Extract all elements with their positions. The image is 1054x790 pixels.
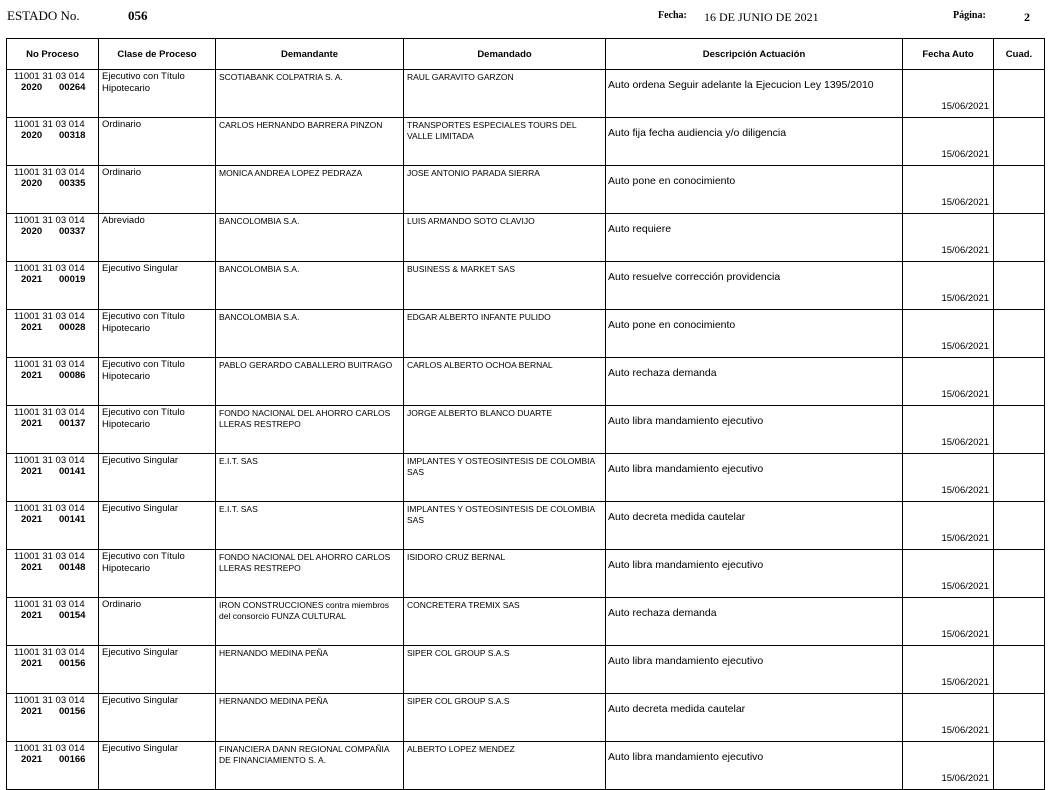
table-row bbox=[7, 454, 1045, 502]
proceso-number: 00148 bbox=[59, 562, 86, 573]
clase-cell: Ordinario bbox=[99, 118, 216, 166]
table-row bbox=[7, 406, 1045, 454]
clase-cell: Ejecutivo Singular bbox=[99, 502, 216, 550]
fecha-auto-cell bbox=[903, 118, 994, 166]
proceso-year: 2020 bbox=[21, 178, 43, 189]
demandado-cell: IMPLANTES Y OSTEOSINTESIS DE COLOMBIA SAS bbox=[404, 454, 606, 502]
fecha-auto-value: 15/06/2021 bbox=[941, 725, 989, 736]
proceso-year: 2021 bbox=[21, 466, 43, 477]
proceso-code: 11001 31 03 014 bbox=[14, 695, 85, 706]
fecha-auto-cell bbox=[903, 598, 994, 646]
fecha-auto-cell bbox=[903, 550, 994, 598]
proceso-code: 11001 31 03 014 bbox=[14, 215, 85, 226]
pagina-value: 2 bbox=[1024, 10, 1030, 24]
descripcion-cell: Auto libra mandamiento ejecutivo bbox=[606, 646, 903, 694]
proceso-code: 11001 31 03 014 bbox=[14, 503, 85, 514]
clase-cell: Ordinario bbox=[99, 598, 216, 646]
cuad-cell bbox=[994, 70, 1045, 118]
fecha-label: Fecha: bbox=[658, 10, 687, 21]
proceso-year: 2020 bbox=[21, 82, 43, 93]
descripcion-cell: Auto libra mandamiento ejecutivo bbox=[606, 406, 903, 454]
table-row bbox=[7, 166, 1045, 214]
fecha-auto-value: 15/06/2021 bbox=[941, 293, 989, 304]
proceso-code: 11001 31 03 014 bbox=[14, 167, 85, 178]
proceso-year: 2021 bbox=[21, 562, 43, 573]
proceso-number: 00156 bbox=[59, 706, 86, 717]
clase-cell: Ejecutivo con Título Hipotecario bbox=[99, 310, 216, 358]
cuad-cell bbox=[994, 262, 1045, 310]
clase-cell: Ordinario bbox=[99, 166, 216, 214]
demandante-cell: BANCOLOMBIA S.A. bbox=[216, 214, 404, 262]
proceso-number: 00318 bbox=[59, 130, 86, 141]
proceso-cell bbox=[7, 70, 99, 118]
proceso-number: 00086 bbox=[59, 370, 86, 381]
cuad-cell bbox=[994, 742, 1045, 790]
demandante-cell: MONICA ANDREA LOPEZ PEDRAZA bbox=[216, 166, 404, 214]
demandado-cell: CONCRETERA TREMIX SAS bbox=[404, 598, 606, 646]
proceso-year: 2021 bbox=[21, 274, 43, 285]
proceso-number: 00028 bbox=[59, 322, 86, 333]
fecha-value: 16 DE JUNIO DE 2021 bbox=[704, 10, 819, 24]
proceso-cell bbox=[7, 214, 99, 262]
fecha-auto-cell bbox=[903, 166, 994, 214]
proceso-year: 2020 bbox=[21, 130, 43, 141]
fecha-auto-value: 15/06/2021 bbox=[941, 629, 989, 640]
clase-cell: Ejecutivo Singular bbox=[99, 646, 216, 694]
proceso-cell bbox=[7, 502, 99, 550]
descripcion-cell: Auto decreta medida cautelar bbox=[606, 502, 903, 550]
pagina-label: Página: bbox=[953, 10, 986, 21]
fecha-auto-value: 15/06/2021 bbox=[941, 245, 989, 256]
table-row bbox=[7, 310, 1045, 358]
proceso-code: 11001 31 03 014 bbox=[14, 407, 85, 418]
proceso-code: 11001 31 03 014 bbox=[14, 647, 85, 658]
demandado-cell: TRANSPORTES ESPECIALES TOURS DEL VALLE LIMITADA bbox=[404, 118, 606, 166]
demandado-cell: JOSE ANTONIO PARADA SIERRA bbox=[404, 166, 606, 214]
cuad-cell bbox=[994, 646, 1045, 694]
demandado-cell: IMPLANTES Y OSTEOSINTESIS DE COLOMBIA SAS bbox=[404, 502, 606, 550]
table-row bbox=[7, 694, 1045, 742]
clase-cell: Ejecutivo con Título Hipotecario bbox=[99, 406, 216, 454]
clase-cell: Ejecutivo con Título Hipotecario bbox=[99, 70, 216, 118]
proceso-number: 00141 bbox=[59, 466, 86, 477]
clase-cell: Abreviado bbox=[99, 214, 216, 262]
col-fecha-auto: Fecha Auto bbox=[903, 39, 994, 70]
demandado-cell: ALBERTO LOPEZ MENDEZ bbox=[404, 742, 606, 790]
proceso-code: 11001 31 03 014 bbox=[14, 599, 85, 610]
descripcion-cell: Auto fija fecha audiencia y/o diligencia bbox=[606, 118, 903, 166]
proceso-number: 00137 bbox=[59, 418, 86, 429]
fecha-auto-cell bbox=[903, 262, 994, 310]
proceso-year: 2021 bbox=[21, 610, 43, 621]
fecha-auto-cell bbox=[903, 502, 994, 550]
descripcion-cell: Auto pone en conocimiento bbox=[606, 310, 903, 358]
fecha-auto-cell bbox=[903, 694, 994, 742]
fecha-auto-value: 15/06/2021 bbox=[941, 437, 989, 448]
cuad-cell bbox=[994, 550, 1045, 598]
fecha-auto-cell bbox=[903, 454, 994, 502]
cuad-cell bbox=[994, 166, 1045, 214]
fecha-auto-value: 15/06/2021 bbox=[941, 485, 989, 496]
proceso-cell bbox=[7, 550, 99, 598]
cuad-cell bbox=[994, 502, 1045, 550]
proceso-cell bbox=[7, 358, 99, 406]
descripcion-cell: Auto requiere bbox=[606, 214, 903, 262]
estado-label: ESTADO No. bbox=[7, 8, 80, 23]
cuad-cell bbox=[994, 358, 1045, 406]
table-row bbox=[7, 214, 1045, 262]
demandante-cell: IRON CONSTRUCCIONES contra miembros del consorcio FUNZA CULTURAL bbox=[216, 598, 404, 646]
fecha-auto-value: 15/06/2021 bbox=[941, 581, 989, 592]
table-header-row bbox=[7, 39, 1045, 70]
cuad-cell bbox=[994, 454, 1045, 502]
cuad-cell bbox=[994, 598, 1045, 646]
fecha-auto-value: 15/06/2021 bbox=[941, 197, 989, 208]
descripcion-cell: Auto rechaza demanda bbox=[606, 598, 903, 646]
cuad-cell bbox=[994, 214, 1045, 262]
proceso-number: 00337 bbox=[59, 226, 86, 237]
table-row bbox=[7, 358, 1045, 406]
proceso-number: 00264 bbox=[59, 82, 86, 93]
proceso-year: 2021 bbox=[21, 754, 43, 765]
demandado-cell: LUIS ARMANDO SOTO CLAVIJO bbox=[404, 214, 606, 262]
proceso-cell bbox=[7, 262, 99, 310]
fecha-auto-cell bbox=[903, 406, 994, 454]
proceso-cell bbox=[7, 118, 99, 166]
proceso-year: 2020 bbox=[21, 226, 43, 237]
fecha-auto-value: 15/06/2021 bbox=[941, 533, 989, 544]
demandado-cell: BUSINESS & MARKET SAS bbox=[404, 262, 606, 310]
proceso-number: 00335 bbox=[59, 178, 86, 189]
cuad-cell bbox=[994, 406, 1045, 454]
demandado-cell: SIPER COL GROUP S.A.S bbox=[404, 694, 606, 742]
demandante-cell: FINANCIERA DANN REGIONAL COMPAÑIA DE FINANCIAMIENTO S. A. bbox=[216, 742, 404, 790]
fecha-auto-cell bbox=[903, 646, 994, 694]
proceso-cell bbox=[7, 406, 99, 454]
demandante-cell: HERNANDO MEDINA PEÑA bbox=[216, 646, 404, 694]
proceso-year: 2021 bbox=[21, 706, 43, 717]
proceso-code: 11001 31 03 014 bbox=[14, 743, 85, 754]
table-row bbox=[7, 742, 1045, 790]
table-row bbox=[7, 262, 1045, 310]
demandante-cell: CARLOS HERNANDO BARRERA PINZON bbox=[216, 118, 404, 166]
cuad-cell bbox=[994, 694, 1045, 742]
col-descripcion: Descripción Actuación bbox=[606, 39, 903, 70]
demandante-cell: E.I.T. SAS bbox=[216, 454, 404, 502]
demandante-cell: FONDO NACIONAL DEL AHORRO CARLOS LLERAS RESTREPO bbox=[216, 550, 404, 598]
demandado-cell: EDGAR ALBERTO INFANTE PULIDO bbox=[404, 310, 606, 358]
demandado-cell: ISIDORO CRUZ BERNAL bbox=[404, 550, 606, 598]
col-cuad: Cuad. bbox=[994, 39, 1045, 70]
proceso-cell bbox=[7, 742, 99, 790]
fecha-auto-cell bbox=[903, 358, 994, 406]
descripcion-cell: Auto rechaza demanda bbox=[606, 358, 903, 406]
proceso-code: 11001 31 03 014 bbox=[14, 71, 85, 82]
fecha-auto-cell bbox=[903, 70, 994, 118]
clase-cell: Ejecutivo con Título Hipotecario bbox=[99, 550, 216, 598]
proceso-cell bbox=[7, 454, 99, 502]
proceso-cell bbox=[7, 166, 99, 214]
proceso-code: 11001 31 03 014 bbox=[14, 455, 85, 466]
fecha-auto-cell bbox=[903, 214, 994, 262]
cuad-cell bbox=[994, 310, 1045, 358]
proceso-year: 2021 bbox=[21, 418, 43, 429]
fecha-auto-value: 15/06/2021 bbox=[941, 389, 989, 400]
demandante-cell: SCOTIABANK COLPATRIA S. A. bbox=[216, 70, 404, 118]
proceso-number: 00154 bbox=[59, 610, 86, 621]
proceso-year: 2021 bbox=[21, 322, 43, 333]
fecha-auto-value: 15/06/2021 bbox=[941, 677, 989, 688]
proceso-cell bbox=[7, 310, 99, 358]
demandado-cell: SIPER COL GROUP S.A.S bbox=[404, 646, 606, 694]
clase-cell: Ejecutivo con Título Hipotecario bbox=[99, 358, 216, 406]
proceso-number: 00019 bbox=[59, 274, 86, 285]
col-demandado: Demandado bbox=[404, 39, 606, 70]
demandante-cell: BANCOLOMBIA S.A. bbox=[216, 262, 404, 310]
proceso-number: 00156 bbox=[59, 658, 86, 669]
col-demandante: Demandante bbox=[216, 39, 404, 70]
page-header bbox=[0, 0, 1054, 36]
table-body bbox=[7, 70, 1045, 790]
table-row bbox=[7, 598, 1045, 646]
proceso-number: 00141 bbox=[59, 514, 86, 525]
proceso-year: 2021 bbox=[21, 514, 43, 525]
clase-cell: Ejecutivo Singular bbox=[99, 454, 216, 502]
proceso-cell bbox=[7, 646, 99, 694]
descripcion-cell: Auto pone en conocimiento bbox=[606, 166, 903, 214]
table-row bbox=[7, 118, 1045, 166]
demandante-cell: BANCOLOMBIA S.A. bbox=[216, 310, 404, 358]
fecha-auto-value: 15/06/2021 bbox=[941, 773, 989, 784]
table-row bbox=[7, 502, 1045, 550]
fecha-auto-value: 15/06/2021 bbox=[941, 149, 989, 160]
proceso-year: 2021 bbox=[21, 370, 43, 381]
fecha-auto-value: 15/06/2021 bbox=[941, 341, 989, 352]
demandante-cell: E.I.T. SAS bbox=[216, 502, 404, 550]
descripcion-cell: Auto ordena Seguir adelante la Ejecucion Ley 1395/2010 bbox=[606, 70, 903, 118]
demandado-cell: JORGE ALBERTO BLANCO DUARTE bbox=[404, 406, 606, 454]
table-row bbox=[7, 550, 1045, 598]
demandante-cell: FONDO NACIONAL DEL AHORRO CARLOS LLERAS RESTREPO bbox=[216, 406, 404, 454]
proceso-code: 11001 31 03 014 bbox=[14, 311, 85, 322]
proceso-number: 00166 bbox=[59, 754, 86, 765]
clase-cell: Ejecutivo Singular bbox=[99, 262, 216, 310]
col-clase: Clase de Proceso bbox=[99, 39, 216, 70]
cuad-cell bbox=[994, 118, 1045, 166]
descripcion-cell: Auto resuelve corrección providencia bbox=[606, 262, 903, 310]
demandante-cell: HERNANDO MEDINA PEÑA bbox=[216, 694, 404, 742]
descripcion-cell: Auto libra mandamiento ejecutivo bbox=[606, 742, 903, 790]
table-row bbox=[7, 70, 1045, 118]
clase-cell: Ejecutivo Singular bbox=[99, 694, 216, 742]
proceso-cell bbox=[7, 598, 99, 646]
clase-cell: Ejecutivo Singular bbox=[99, 742, 216, 790]
demandante-cell: PABLO GERARDO CABALLERO BUITRAGO bbox=[216, 358, 404, 406]
proceso-cell bbox=[7, 694, 99, 742]
descripcion-cell: Auto libra mandamiento ejecutivo bbox=[606, 550, 903, 598]
col-no-proceso: No Proceso bbox=[7, 39, 99, 70]
fecha-auto-cell bbox=[903, 310, 994, 358]
proceso-code: 11001 31 03 014 bbox=[14, 551, 85, 562]
demandado-cell: CARLOS ALBERTO OCHOA BERNAL bbox=[404, 358, 606, 406]
estado-number: 056 bbox=[128, 8, 148, 23]
descripcion-cell: Auto decreta medida cautelar bbox=[606, 694, 903, 742]
proceso-code: 11001 31 03 014 bbox=[14, 263, 85, 274]
estado-table bbox=[6, 38, 1045, 790]
proceso-code: 11001 31 03 014 bbox=[14, 359, 85, 370]
proceso-year: 2021 bbox=[21, 658, 43, 669]
proceso-code: 11001 31 03 014 bbox=[14, 119, 85, 130]
fecha-auto-value: 15/06/2021 bbox=[941, 101, 989, 112]
demandado-cell: RAUL GARAVITO GARZON bbox=[404, 70, 606, 118]
fecha-auto-cell bbox=[903, 742, 994, 790]
table-row bbox=[7, 646, 1045, 694]
descripcion-cell: Auto libra mandamiento ejecutivo bbox=[606, 454, 903, 502]
